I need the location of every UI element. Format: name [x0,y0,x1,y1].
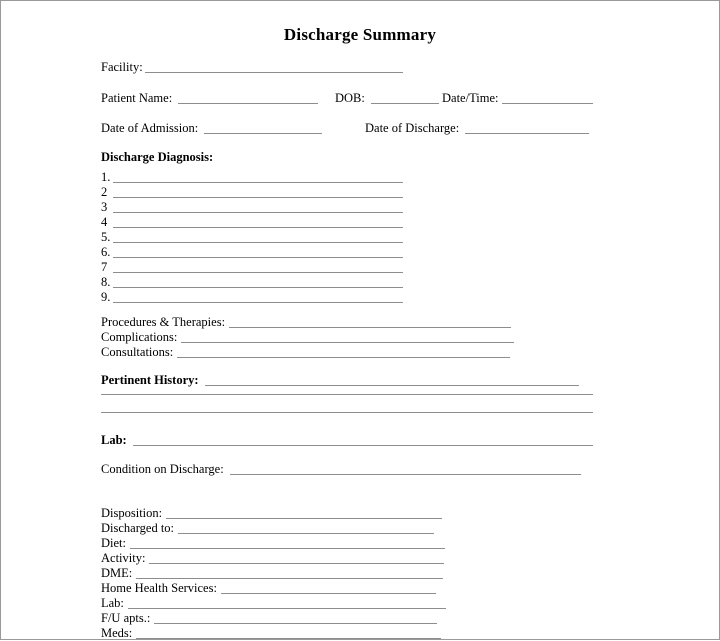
diagnosis-row [101,275,403,290]
diagnosis-row [101,245,403,260]
section-discharge-diagnosis [101,150,213,165]
pertinent-history-input[interactable] [101,412,593,413]
date-time-label: Date/Time: [442,91,499,105]
diagnosis-input[interactable] [113,257,403,258]
field-disposition [101,506,442,521]
fu-apts-label: F/U apts.: [101,611,151,625]
pertinent-history-input[interactable] [101,394,593,395]
meds-label: Meds: [101,626,133,640]
date-time-input[interactable] [502,103,593,104]
consultations-label: Consultations: [101,345,174,359]
pertinent-history-label: Pertinent History: [101,373,199,387]
field-dob [335,91,439,106]
diagnosis-number: 8. [101,275,111,289]
field-lab-2 [101,596,446,611]
home-health-services-input[interactable] [221,593,436,594]
discharged-to-label: Discharged to: [101,521,175,535]
diagnosis-row [101,170,403,185]
condition-on-discharge-label: Condition on Discharge: [101,462,224,476]
date-of-discharge-input[interactable] [465,133,589,134]
diagnosis-input[interactable] [113,227,403,228]
diagnosis-input[interactable] [113,272,403,273]
diagnosis-input[interactable] [113,197,403,198]
diagnosis-row [101,230,403,245]
field-condition-on-discharge [101,462,581,477]
diagnosis-row [101,260,403,275]
patient-name-label: Patient Name: [101,91,173,105]
activity-label: Activity: [101,551,146,565]
activity-input[interactable] [149,563,444,564]
field-dme [101,566,443,581]
page-title: Discharge Summary [283,25,437,44]
diagnosis-input[interactable] [113,302,403,303]
diagnosis-number: 5. [101,230,111,244]
lab-input[interactable] [133,445,593,446]
field-patient-name [101,91,318,106]
field-pertinent-history [101,373,579,388]
diagnosis-input[interactable] [113,212,403,213]
diagnosis-number: 4 [101,215,108,229]
diagnosis-number: 7 [101,260,108,274]
date-of-admission-label: Date of Admission: [101,121,199,135]
field-meds [101,626,441,641]
field-date-of-discharge [365,121,589,136]
disposition-label: Disposition: [101,506,163,520]
field-lab [101,433,593,448]
diagnosis-row [101,215,403,230]
dob-input[interactable] [371,103,439,104]
consultations-input[interactable] [177,357,510,358]
diet-input[interactable] [130,548,445,549]
discharged-to-input[interactable] [178,533,434,534]
date-of-admission-input[interactable] [204,133,322,134]
diagnosis-row [101,200,403,215]
meds-input[interactable] [136,638,441,639]
lab-2-label: Lab: [101,596,124,610]
patient-name-input[interactable] [178,103,318,104]
date-of-discharge-label: Date of Discharge: [365,121,460,135]
field-procedures-therapies [101,315,511,330]
diagnosis-number: 6. [101,245,111,259]
lab-2-input[interactable] [128,608,446,609]
field-complications [101,330,514,345]
field-home-health-services [101,581,436,596]
field-date-time [442,91,593,106]
lab-label: Lab: [101,433,127,447]
field-consultations [101,345,510,360]
field-discharged-to [101,521,434,536]
pertinent-history-line [101,412,593,415]
field-activity [101,551,444,566]
facility-input[interactable] [145,72,403,73]
pertinent-history-input[interactable] [205,385,579,386]
dob-label: DOB: [335,91,365,105]
condition-on-discharge-input[interactable] [230,474,581,475]
diagnosis-number: 3 [101,200,108,214]
diet-label: Diet: [101,536,126,550]
procedures-therapies-label: Procedures & Therapies: [101,315,226,329]
diagnosis-row [101,185,403,200]
complications-label: Complications: [101,330,178,344]
diagnosis-row [101,290,403,305]
pertinent-history-line [101,394,593,397]
complications-input[interactable] [181,342,514,343]
home-health-services-label: Home Health Services: [101,581,217,595]
disposition-input[interactable] [166,518,442,519]
field-diet [101,536,445,551]
field-facility [101,60,403,75]
discharge-diagnosis-label: Discharge Diagnosis: [101,150,214,164]
field-date-of-admission [101,121,322,136]
dme-input[interactable] [136,578,443,579]
diagnosis-number: 2 [101,185,108,199]
facility-label: Facility: [101,60,143,74]
diagnosis-number: 9. [101,290,111,304]
diagnosis-input[interactable] [113,287,403,288]
procedures-therapies-input[interactable] [229,327,511,328]
fu-apts-input[interactable] [154,623,437,624]
dme-label: DME: [101,566,133,580]
field-fu-apts [101,611,437,626]
diagnosis-number: 1. [101,170,111,184]
diagnosis-input[interactable] [113,242,403,243]
diagnosis-input[interactable] [113,182,403,183]
